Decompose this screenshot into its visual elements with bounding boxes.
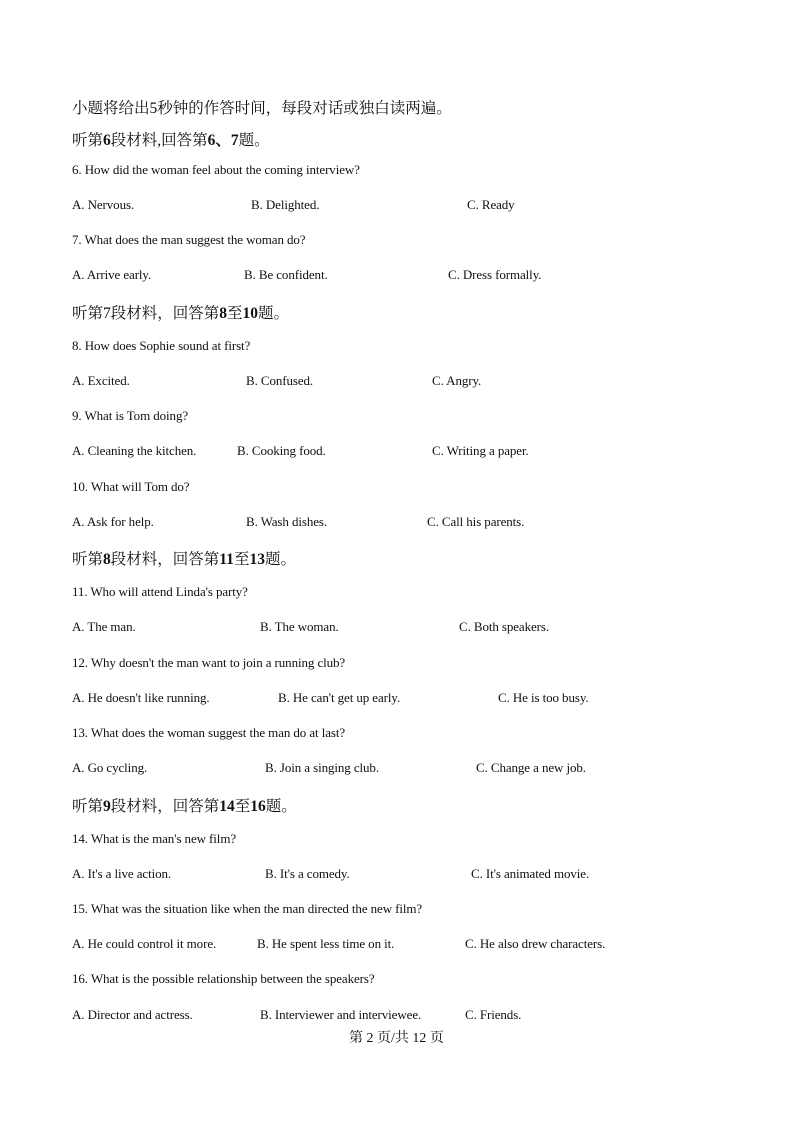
option-8b: B. Confused. bbox=[246, 373, 314, 388]
section-mid: 段材料，回答第 bbox=[110, 551, 220, 568]
option-6b: B. Delighted. bbox=[251, 197, 320, 212]
option-15a: A. He could control it more. bbox=[72, 936, 217, 951]
question-stem-12: 12. Why doesn't the man want to join a running club? bbox=[72, 655, 346, 670]
option-13a: A. Go cycling. bbox=[72, 760, 148, 775]
section-range: 8 bbox=[219, 305, 228, 322]
section-range-end: 10 bbox=[242, 305, 259, 322]
question-stem-14: 14. What is the man's new film? bbox=[72, 831, 236, 846]
question-stem-13: 13. What does the woman suggest the man do at last? bbox=[72, 725, 346, 740]
question-stem-6: 6. How did the woman feel about the coming interview? bbox=[72, 162, 360, 177]
option-7b: B. Be confident. bbox=[244, 267, 328, 282]
option-10a: A. Ask for help. bbox=[72, 514, 154, 529]
option-15b: B. He spent less time on it. bbox=[257, 936, 395, 951]
section-suffix: 题。 bbox=[265, 798, 297, 815]
option-11b: B. The woman. bbox=[260, 619, 339, 634]
option-6a: A. Nervous. bbox=[72, 197, 135, 212]
option-6c: C. Ready bbox=[467, 197, 515, 212]
option-16b: B. Interviewer and interviewee. bbox=[260, 1007, 422, 1022]
section-heading-8 bbox=[72, 547, 296, 569]
option-11c: C. Both speakers. bbox=[459, 619, 550, 634]
option-14a: A. It's a live action. bbox=[72, 866, 172, 881]
section-mid: 段材料，回答第 bbox=[110, 798, 220, 815]
section-suffix: 题。 bbox=[258, 305, 290, 322]
section-heading-9 bbox=[72, 794, 297, 816]
option-9a: A. Cleaning the kitchen. bbox=[72, 443, 197, 458]
section-number: 9 bbox=[103, 798, 111, 815]
section-mid: 段材料,回答第 bbox=[110, 132, 208, 149]
section-to: 至 bbox=[234, 798, 251, 815]
option-10c: C. Call his parents. bbox=[427, 514, 525, 529]
option-13b: B. Join a singing club. bbox=[265, 760, 379, 775]
page-footer: 第 2 页/共 12 页 bbox=[349, 1031, 444, 1046]
option-9c: C. Writing a paper. bbox=[432, 443, 529, 458]
option-7c: C. Dress formally. bbox=[448, 267, 542, 282]
question-stem-11: 11. Who will attend Linda's party? bbox=[72, 584, 248, 599]
section-heading-6 bbox=[72, 128, 270, 150]
section-number: 6 bbox=[103, 132, 111, 149]
section-range: 6、7 bbox=[207, 132, 239, 149]
section-range: 14 bbox=[219, 798, 235, 815]
option-13c: C. Change a new job. bbox=[476, 760, 586, 775]
section-number: 8 bbox=[103, 551, 111, 568]
option-16a: A. Director and actress. bbox=[72, 1007, 193, 1022]
question-stem-8: 8. How does Sophie sound at first? bbox=[72, 338, 251, 353]
option-16c: C. Friends. bbox=[465, 1007, 522, 1022]
option-12b: B. He can't get up early. bbox=[278, 690, 401, 705]
option-8a: A. Excited. bbox=[72, 373, 130, 388]
section-range: 11 bbox=[219, 551, 234, 568]
option-10b: B. Wash dishes. bbox=[246, 514, 327, 529]
option-12a: A. He doesn't like running. bbox=[72, 690, 210, 705]
option-8c: C. Angry. bbox=[432, 373, 482, 388]
section-prefix: 听第 bbox=[72, 305, 104, 322]
intro-text: 小题将给出5秒钟的作答时间，每段对话或独白读两遍。 bbox=[72, 100, 452, 117]
section-range-end: 13 bbox=[249, 551, 265, 568]
section-mid: 段材料，回答第 bbox=[110, 305, 220, 322]
option-12c: C. He is too busy. bbox=[498, 690, 589, 705]
option-15c: C. He also drew characters. bbox=[465, 936, 606, 951]
section-prefix: 听第 bbox=[72, 132, 104, 149]
question-stem-16: 16. What is the possible relationship between the speakers? bbox=[72, 971, 375, 986]
section-prefix: 听第 bbox=[72, 798, 104, 815]
section-to: 至 bbox=[233, 551, 250, 568]
option-14c: C. It's animated movie. bbox=[471, 866, 590, 881]
section-range-end: 16 bbox=[250, 798, 266, 815]
section-suffix: 题。 bbox=[238, 132, 270, 149]
option-14b: B. It's a comedy. bbox=[265, 866, 350, 881]
question-stem-9: 9. What is Tom doing? bbox=[72, 408, 189, 423]
section-prefix: 听第 bbox=[72, 551, 104, 568]
question-stem-15: 15. What was the situation like when the man directed the new film? bbox=[72, 901, 423, 916]
option-11a: A. The man. bbox=[72, 619, 136, 634]
section-number: 7 bbox=[103, 305, 111, 322]
option-9b: B. Cooking food. bbox=[237, 443, 326, 458]
section-heading-7 bbox=[72, 301, 289, 323]
section-to: 至 bbox=[227, 305, 243, 322]
option-7a: A. Arrive early. bbox=[72, 267, 152, 282]
question-stem-10: 10. What will Tom do? bbox=[72, 479, 190, 494]
question-stem-7: 7. What does the man suggest the woman do? bbox=[72, 232, 306, 247]
section-suffix: 题。 bbox=[264, 551, 296, 568]
